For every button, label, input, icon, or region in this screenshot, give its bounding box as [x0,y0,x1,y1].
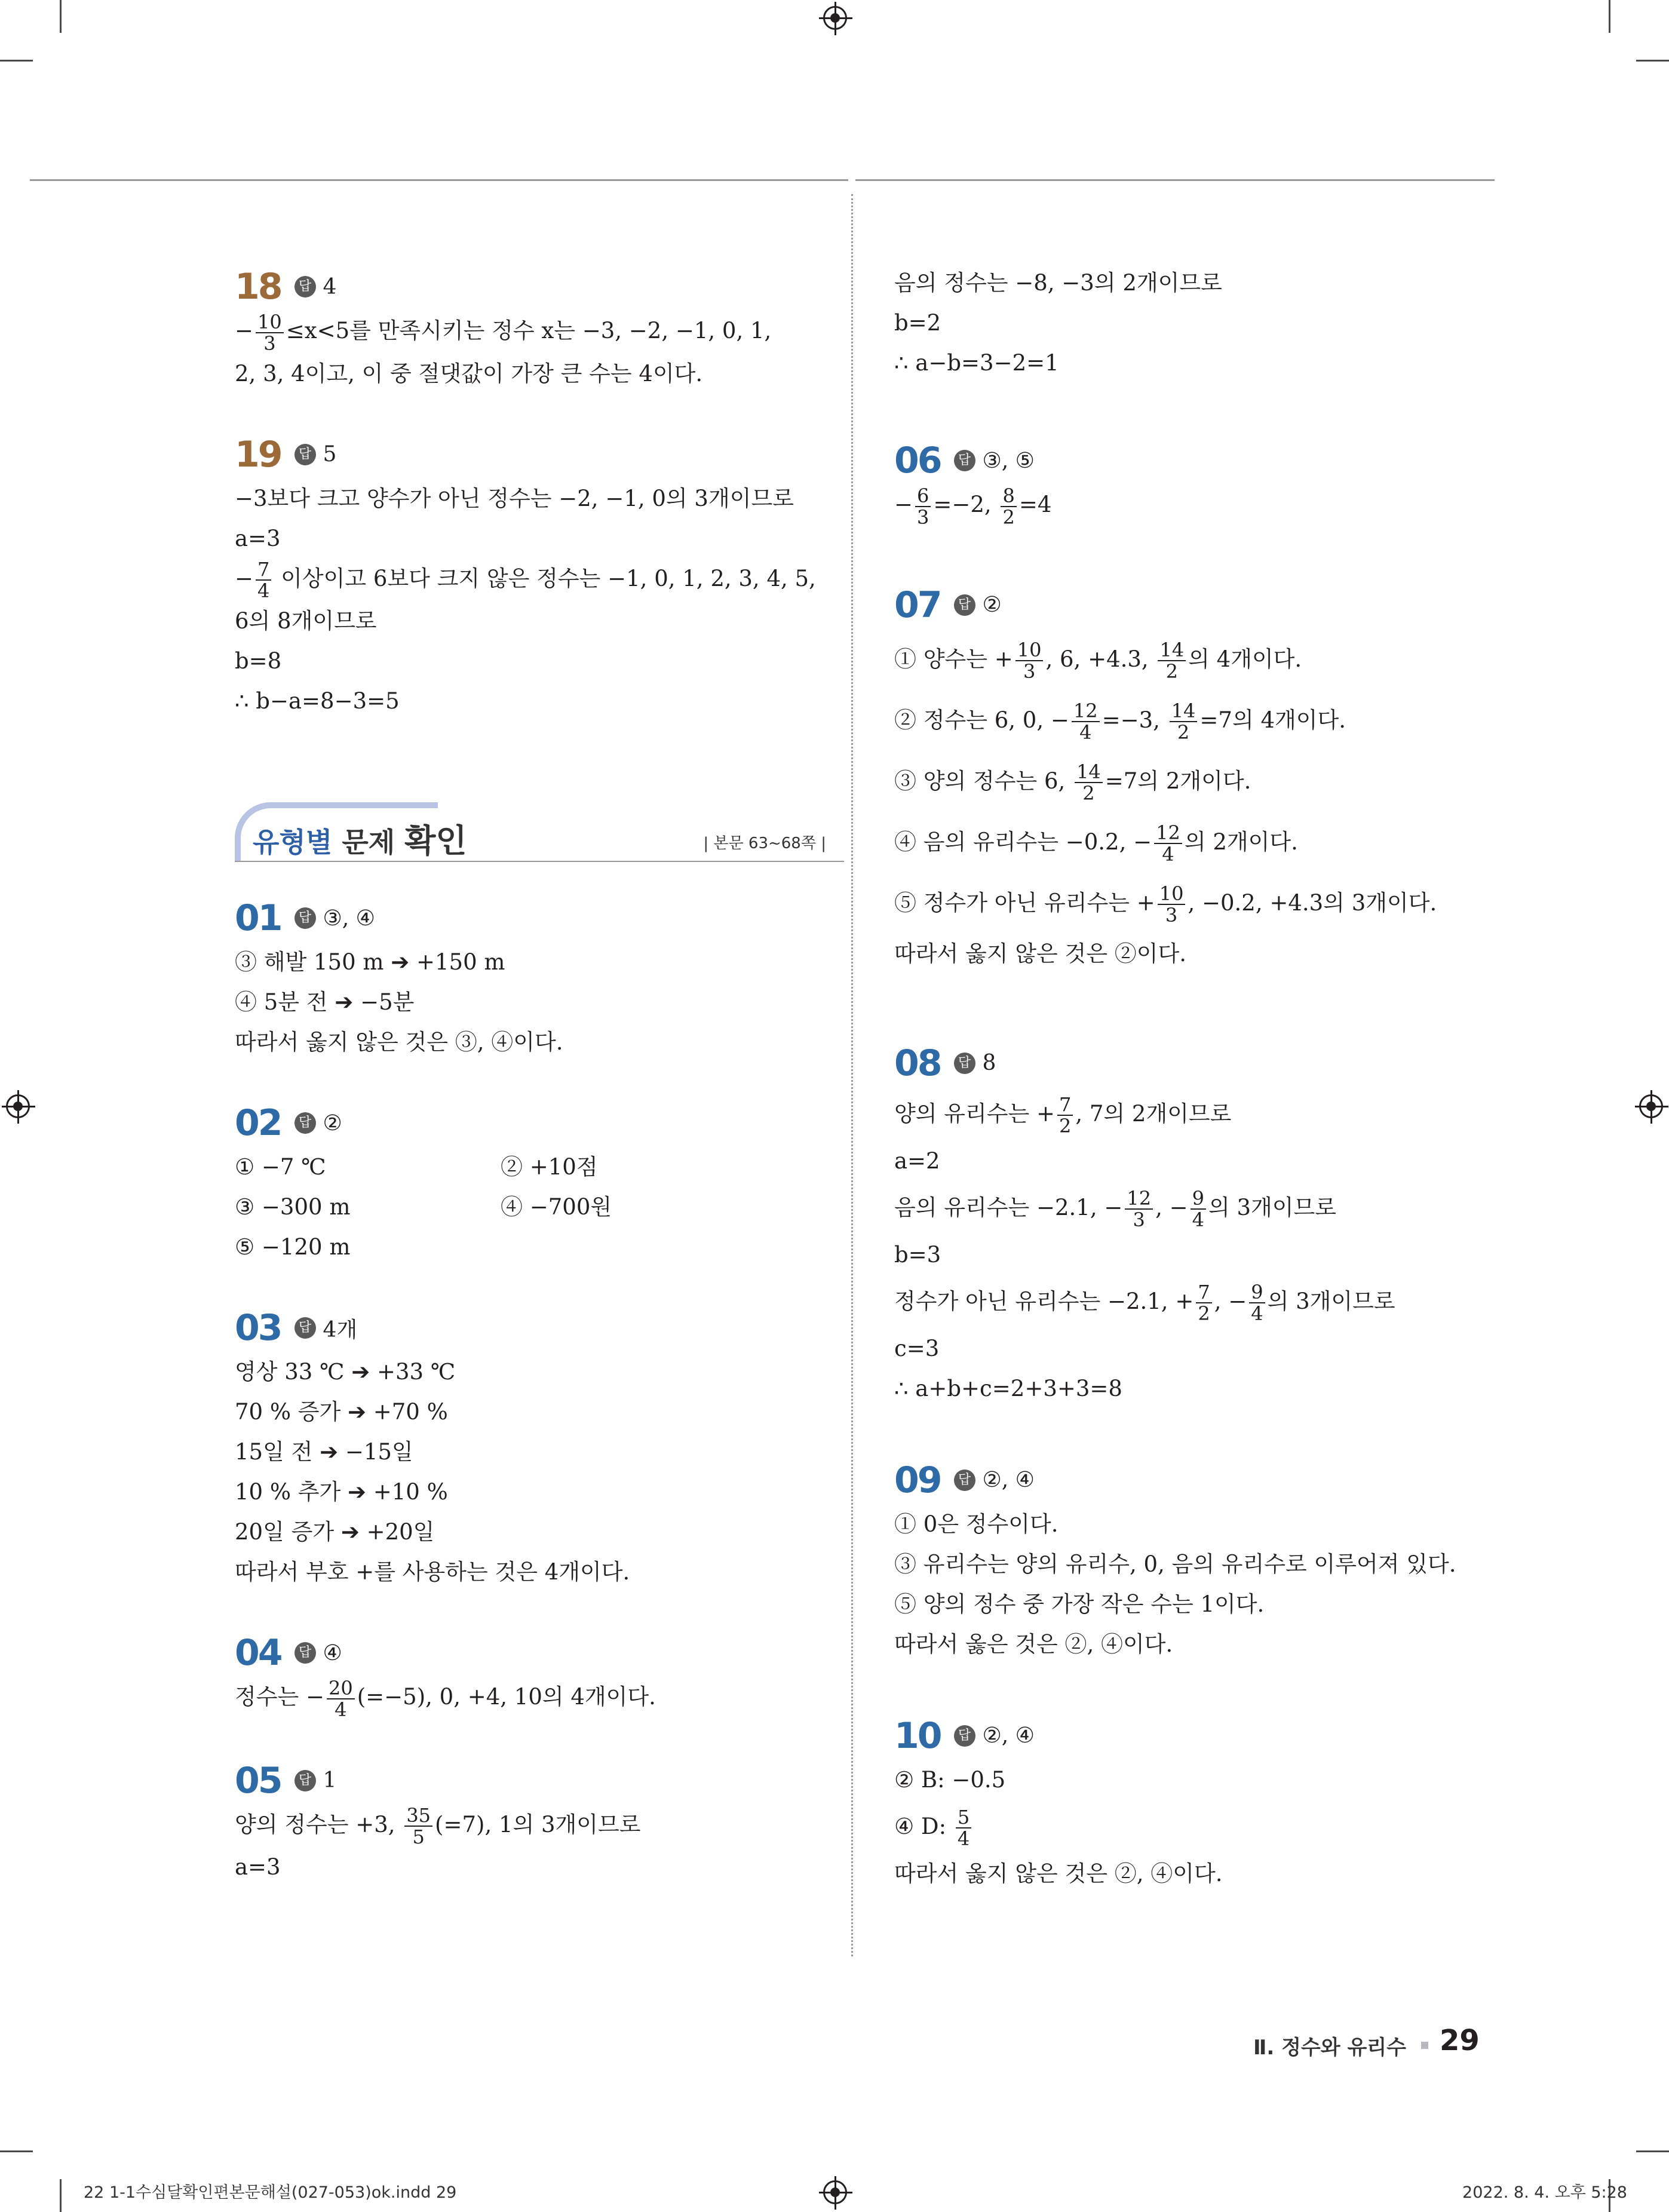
section-page-reference: | 본문 63~68쪽 | [703,835,826,852]
answer-badge-icon: 답 [294,1770,316,1791]
solution-line: a=2 [894,1148,940,1174]
answer-badge-icon: 답 [294,1642,316,1664]
registration-mark-icon [823,6,847,30]
solution-line: 70 % 증가 ➔ +70 % [235,1399,448,1425]
solution-line: 따라서 옳은 것은 ②, ④이다. [894,1631,1173,1657]
question-06 [894,437,1504,527]
answer-value: ④ [323,1640,342,1665]
solution-line: ① −7 ℃ ② +10점 [235,1154,598,1180]
solution-line: ⑤ 양의 정수 중 가장 작은 수는 1이다. [894,1591,1265,1617]
fraction: $\frac{10}{3}$ [256,312,284,354]
answer-value: ②, ④ [982,1723,1035,1748]
answer-badge-icon: 답 [294,444,316,465]
question-number: 05 [235,1759,281,1802]
solution-line: ① 양수는 + $\frac{10}{3}$ , 6, +4.3, $\frac{14}{2}$ 의 4개이다. [894,639,1302,683]
print-timestamp: 2022. 8. 4. 오후 5:28 [1462,2183,1627,2202]
crop-mark [60,0,62,33]
left-column [235,263,844,1924]
fraction: $\frac{10}{3}$ [1015,640,1044,682]
question-09 [894,1456,1504,1664]
solution-line: ④ 5분 전 ➔ −5분 [235,989,415,1015]
fraction: $\frac{8}{2}$ [1001,486,1016,527]
answer-value: ③, ④ [323,906,375,931]
answer-value: 1 [323,1768,337,1793]
question-01 [235,894,844,1062]
solution-line: b=8 [235,648,282,674]
fraction: $\frac{14}{2}$ [1075,762,1103,803]
right-column [894,263,1504,1931]
solution-line: 영상 33 ℃ ➔ +33 ℃ [235,1359,456,1385]
fraction: $\frac{5}{4}$ [956,1807,971,1849]
fraction: $\frac{12}{3}$ [1125,1188,1153,1230]
solution-line: 양의 유리수는 + $\frac{7}{2}$ , 7의 2개이므로 [894,1093,1232,1137]
answer-value: 5 [323,442,337,467]
question-03 [235,1304,844,1592]
answer-badge-icon: 답 [954,1469,975,1491]
crop-mark [60,2179,62,2212]
solution-line: ④ D: $\frac{5}{4}$ [894,1800,1504,1854]
answer-badge-icon: 답 [294,1317,316,1339]
fraction: $\frac{12}{4}$ [1154,823,1182,864]
answer-value: 4 [323,274,337,299]
question-number: 10 [894,1714,941,1757]
fraction: $\frac{35}{5}$ [404,1805,432,1847]
crop-mark [1609,0,1610,33]
solution-line: b=3 [894,1241,941,1268]
solution-line: a=3 [235,1854,281,1880]
solution-line: 정수가 아닌 유리수는 −2.1, + $\frac{7}{2}$ , − $\frac{9}{4}$ 의 3개이므로 [894,1281,1395,1325]
question-18 [235,263,844,394]
question-number: 07 [894,584,941,626]
answer-badge-icon: 답 [954,1725,975,1747]
answer-badge-icon: 답 [954,450,975,471]
answer-value: ②, ④ [982,1468,1035,1492]
solution-line: ③ 해발 150 m ➔ +150 m [235,949,505,975]
solution-line: 15일 전 ➔ −15일 [235,1439,413,1465]
fraction: $\frac{7}{4}$ [256,559,271,601]
solution-line: ∴ a−b=3−2=1 [894,350,1059,376]
answer-badge-icon: 답 [294,276,316,297]
solution-line: 따라서 옳지 않은 것은 ②이다. [894,940,1186,967]
question-02 [235,1099,844,1267]
registration-mark-icon [6,1094,30,1118]
solution-line: 10 % 추가 ➔ +10 % [235,1479,448,1505]
answer-badge-icon: 답 [954,1053,975,1074]
solution-line: 따라서 옳지 않은 것은 ③, ④이다. [235,1029,563,1055]
question-number: 08 [894,1042,941,1084]
crop-mark [1636,2150,1669,2152]
question-05-continued [894,263,1504,383]
answer-value: 4개 [323,1317,358,1342]
question-number: 04 [235,1632,281,1674]
question-number: 19 [235,433,281,475]
registration-mark-icon [823,2180,847,2204]
fraction: $\frac{14}{2}$ [1158,640,1186,682]
answer-badge-icon: 답 [294,907,316,929]
fraction: $\frac{20}{4}$ [327,1678,355,1720]
solution-line: 2, 3, 4이고, 이 중 절댓값이 가장 큰 수는 4이다. [235,360,703,386]
solution-line: ∴ b−a=8−3=5 [235,688,400,714]
section-title: 유형별 문제 확인 [253,822,467,860]
fraction: $\frac{7}{2}$ [1057,1094,1073,1136]
crop-mark [0,2150,33,2152]
solution-line: ③ 유리수는 양의 유리수, 0, 음의 유리수로 이루어져 있다. [894,1551,1456,1577]
registration-mark-icon [1639,1094,1663,1118]
question-10 [894,1712,1504,1894]
fraction: $\frac{10}{3}$ [1158,883,1186,925]
solution-line: ③ 양의 정수는 6, $\frac{14}{2}$ =7의 2개이다. [894,760,1251,805]
question-number: 09 [894,1459,941,1501]
solution-line: ⑤ 정수가 아닌 유리수는 + $\frac{10}{3}$ , −0.2, +4.3의 3개이다. [894,882,1437,926]
solution-line: 양의 정수는 +3, $\frac{35}{5}$ (=7), 1의 3개이므로 [235,1804,641,1848]
solution-line: ⑤ −120 m [235,1234,351,1260]
answer-value: ③, ⑤ [982,448,1035,473]
question-08 [894,1039,1504,1409]
question-number: 01 [235,897,281,939]
solution-line: ∴ a+b+c=2+3+3=8 [894,1375,1122,1401]
solution-line: 따라서 옳지 않은 것은 ②, ④이다. [894,1860,1223,1886]
solution-line: − $\frac{6}{3}$ =−2, $\frac{8}{2}$ =4 [894,484,1052,529]
question-number: 06 [894,440,941,481]
fraction: $\frac{9}{4}$ [1191,1188,1206,1230]
question-04 [235,1629,844,1720]
section-header [235,799,844,870]
solution-line: −3보다 크고 양수가 아닌 정수는 −2, −1, 0의 3개이므로 [235,485,794,511]
fraction: $\frac{9}{4}$ [1249,1282,1265,1324]
question-05 [235,1757,844,1888]
answer-badge-icon: 답 [294,1112,316,1134]
solution-line: 6의 8개이므로 [235,608,377,634]
question-19 [235,431,844,722]
answer-value: ② [323,1110,342,1136]
column-divider [851,194,853,1956]
crop-mark [1636,60,1669,62]
solution-line: 음의 정수는 −8, −3의 2개이므로 [894,270,1222,296]
solution-line: a=3 [235,525,281,551]
footer-square-icon [1421,2042,1428,2049]
fraction: $\frac{14}{2}$ [1170,701,1198,743]
solution-line: ④ 음의 유리수는 −0.2, − $\frac{12}{4}$ 의 2개이다. [894,821,1298,866]
top-frame-line [855,179,1495,181]
answer-value: ② [982,593,1002,617]
chapter-label: Ⅱ. 정수와 유리수 [1253,2036,1406,2060]
question-number: 18 [235,266,281,308]
solution-line: − $\frac{7}{4}$ 이상이고 6보다 크지 않은 정수는 −1, 0, 1, 2, 3, 4, 5, [235,558,816,602]
solution-line: 따라서 부호 +를 사용하는 것은 4개이다. [235,1559,630,1585]
fraction: $\frac{7}{2}$ [1196,1282,1211,1324]
solution-line: ② 정수는 6, 0, − $\frac{12}{4}$ =−3, $\frac{14}{2}$ =7의 4개이다. [894,700,1346,744]
question-07 [894,581,1504,974]
section-rule [235,861,844,862]
question-number: 02 [235,1102,281,1144]
solution-line: ② B: −0.5 [894,1766,1006,1793]
page-number: 29 [1440,2024,1480,2057]
solution-line: − $\frac{10}{3}$ ≤x<5를 만족시키는 정수 x는 −3, −2, −1, 0, 1, [235,310,772,355]
question-number: 03 [235,1307,281,1349]
top-frame-line [30,179,848,181]
answer-value: 8 [982,1051,996,1075]
solution-line: b=2 [894,310,941,336]
fraction: $\frac{12}{4}$ [1072,701,1100,743]
solution-line: ① 0은 정수이다. [894,1511,1059,1537]
answer-badge-icon: 답 [954,594,975,616]
solution-line: c=3 [894,1335,940,1361]
solution-line: 정수는 − $\frac{20}{4}$ (=−5), 0, +4, 10의 4개이다. [235,1676,656,1721]
file-slug: 22 1-1수심달확인편본문해설(027-053)ok.indd 29 [84,2183,457,2202]
crop-mark [0,60,33,62]
solution-line: 음의 유리수는 −2.1, − $\frac{12}{3}$ , − $\frac{9}{4}$ 의 3개이므로 [894,1187,1336,1231]
solution-line: ③ −300 m ④ −700원 [235,1194,612,1220]
fraction: $\frac{6}{3}$ [915,486,931,527]
solution-line: 20일 증가 ➔ +20일 [235,1519,435,1545]
